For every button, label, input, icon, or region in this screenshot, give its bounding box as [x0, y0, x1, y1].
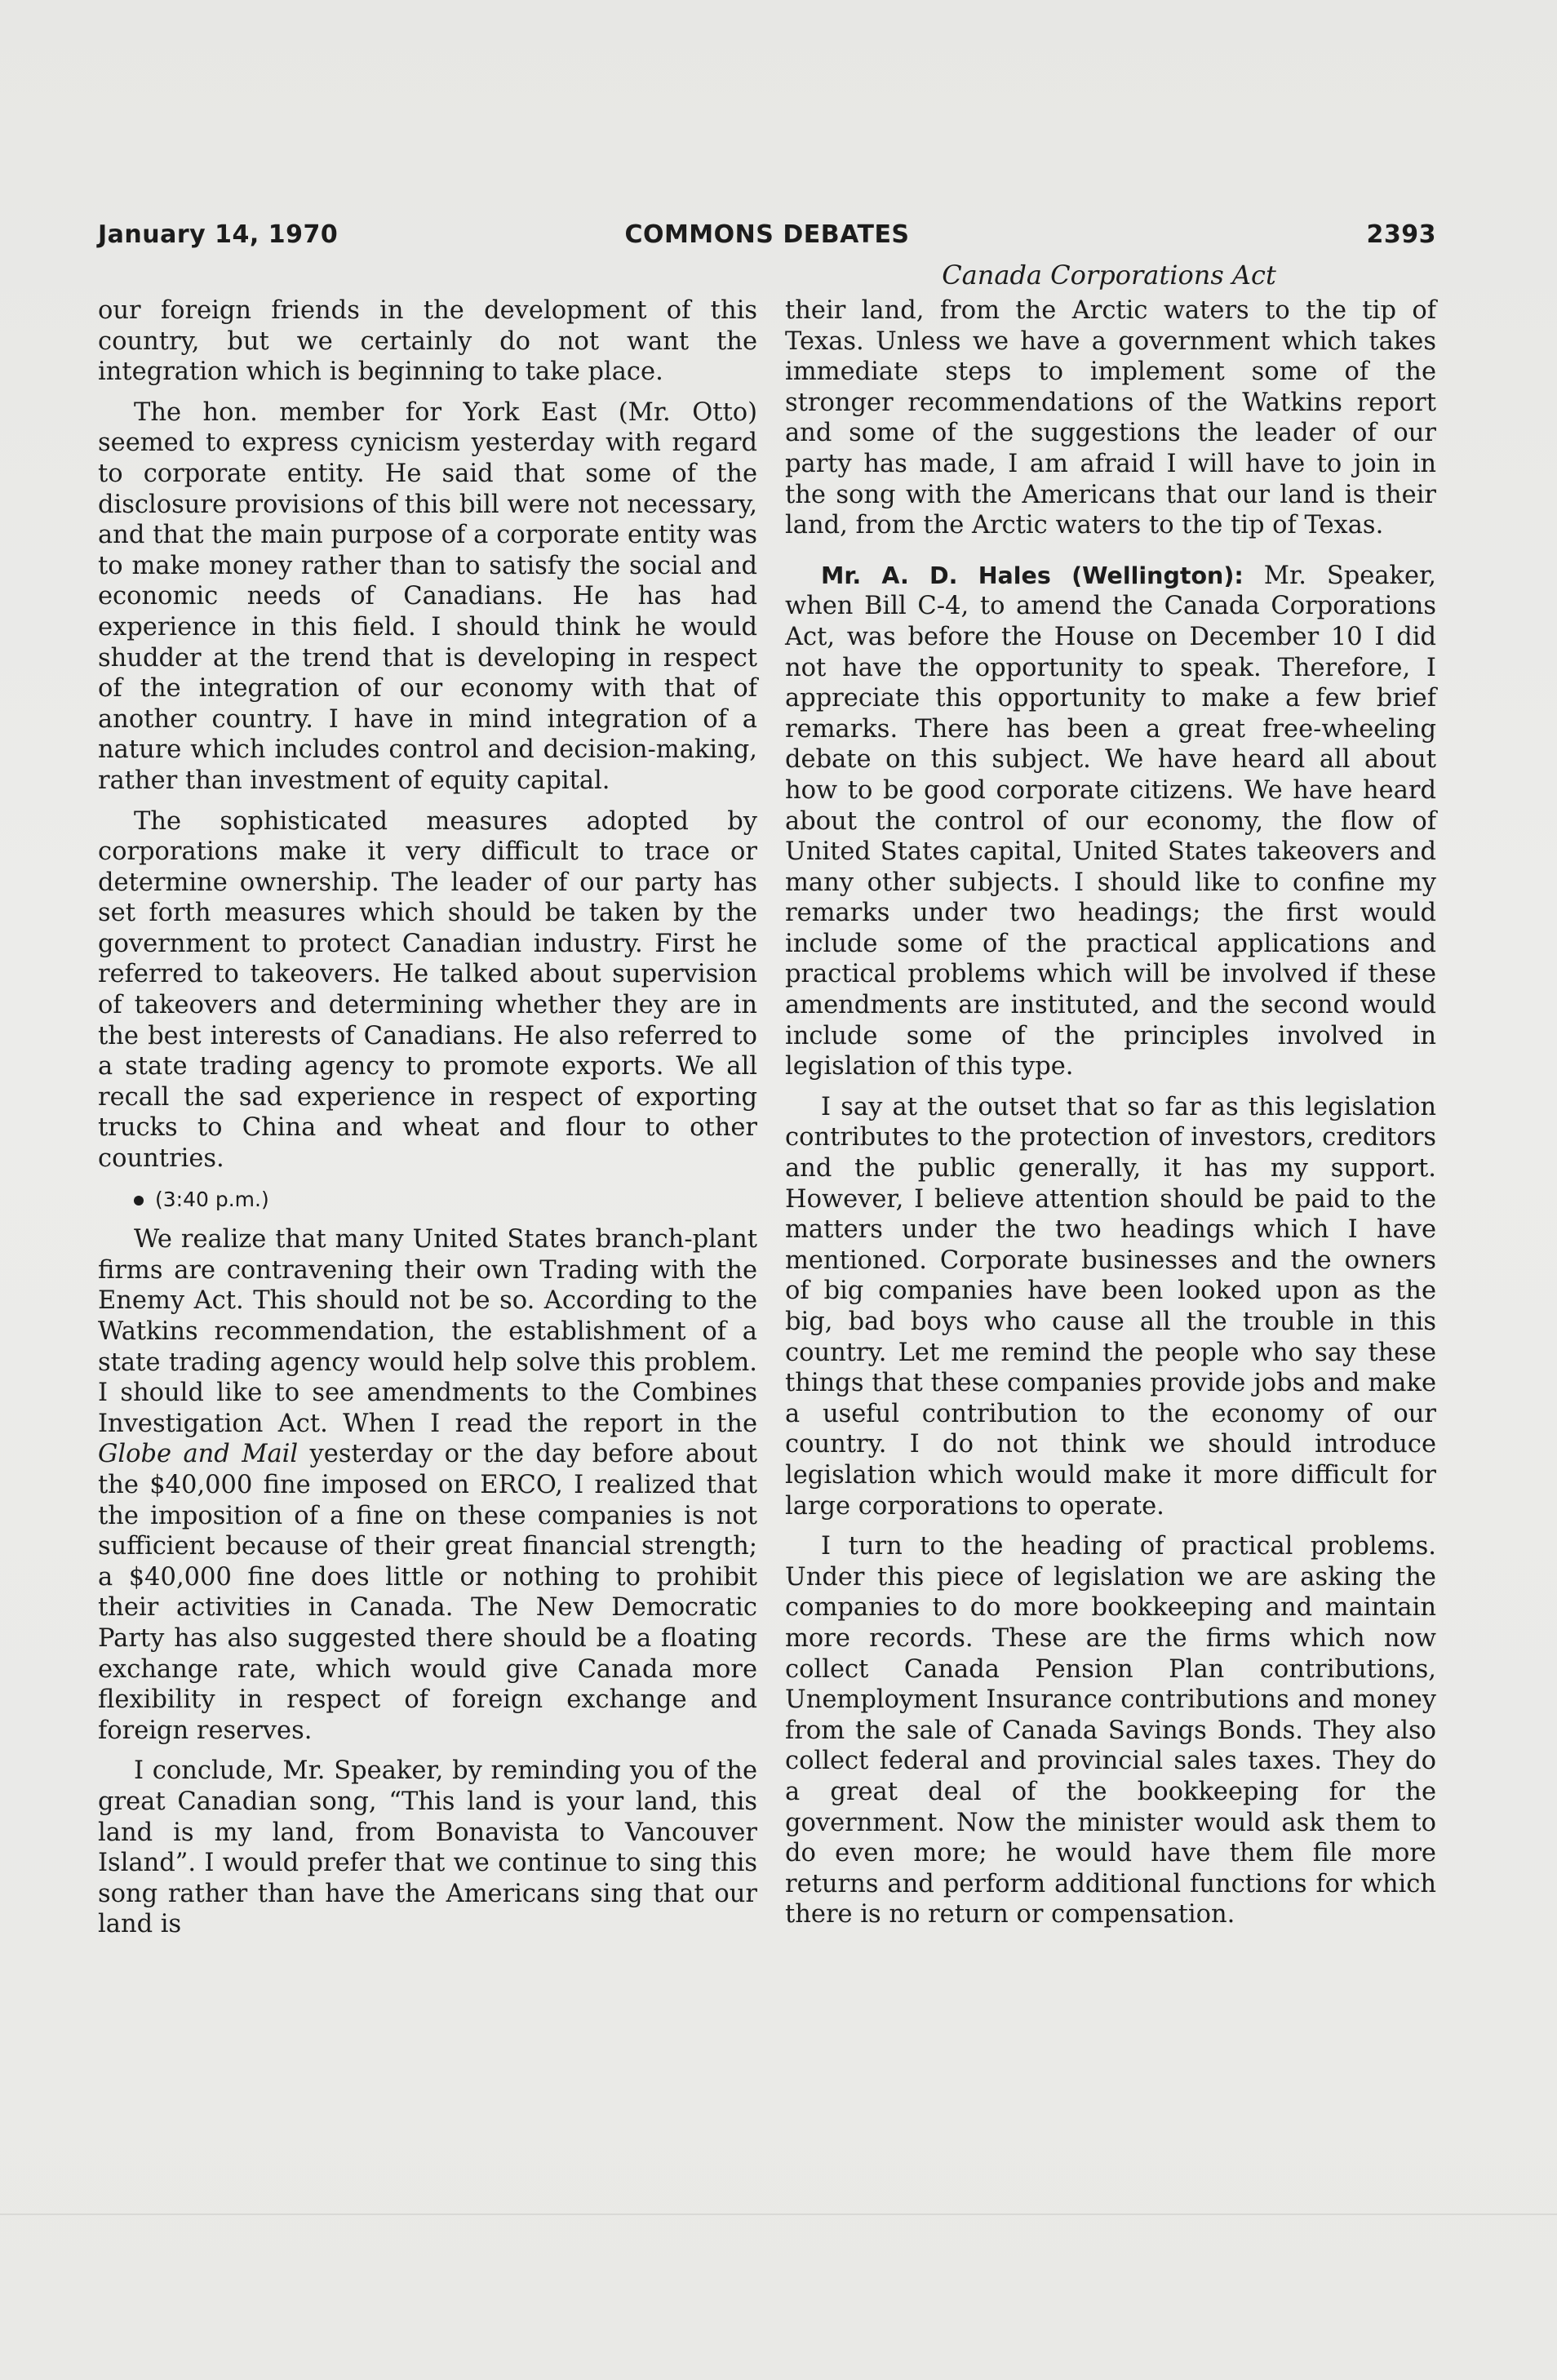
right-column — [785, 295, 1436, 1940]
paragraph-text: Mr. Speaker, when Bill C-4, to amend the Canada Corporations Act, was before the House on December 10 I did not have the opportunity to speak. Therefore, I appreciate this opportunity to make a few brief remarks. There has been a great free-wheeling debate on this subject. We have heard all about how to be good corporate citizens. We have heard about the control of our economy, the flow of United States capital, United States takeovers and many other subjects. I should like to confine my remarks under two headings; the first would include some of the practical applications and practical problems which will be involved if these amendments are instituted, and the second would include some of the principles involved in legislation of this type. — [785, 561, 1436, 1081]
page-header — [98, 220, 1436, 261]
paragraph: The hon. member for York East (Mr. Otto) seemed to express cynicism yesterday with regard to corporate entity. He said that some of the disclosure provisions of this bill were not necessary, and that the main purpose of a corporate entity was to make money rather than to satisfy the social and economic needs of Canadians. He has had experience in this field. I should think he would shudder at the trend that is developing in respect of the integration of our economy with that of another country. I have in mind integration of a nature which includes control and decision-making, rather than investment of equity capital. — [98, 397, 757, 795]
header-title: COMMONS DEBATES — [624, 220, 910, 249]
timestamp — [98, 1184, 757, 1215]
paragraph: their land, from the Arctic waters to the tip of Texas. Unless we have a government which takes immediate steps to implement some of the stronger recommendations of the Watkins report and some of the suggestions the leader of our party has made, I am afraid I will have to join in the song with the Americans that our land is their land, from the Arctic waters to the tip of Texas. — [785, 296, 1436, 540]
paragraph-text: We realize that many United States branch-plant firms are contravening their own Trading with the Enemy Act. This should not be so. According to the Watkins recommendation, the establishment of a state trading agency would help solve this problem. I should like to see amendments to the Combines Investigation Act. When I read the report in the — [98, 1225, 757, 1438]
paragraph: our foreign friends in the development of this country, but we certainly do not want the integration which is beginning to take place. — [98, 296, 757, 387]
paragraph — [98, 1224, 757, 1746]
header-date: January 14, 1970 — [98, 220, 339, 249]
paragraph: I say at the outset that so far as this legislation contributes to the protection of investors, creditors and the public generally, it has my support. However, I believe attention should be paid to the matters under the two headings which I have mentioned. Corporate businesses and the owners of big companies have been looked upon as the big, bad boys who cause all the trouble in this country. Let me remind the people who say these things that these companies provide jobs and make a useful contribution to the economy of our country. I do not think we should introduce legislation which would make it more difficult for large corporations to operate. — [785, 1092, 1436, 1521]
section-subtitle: Canada Corporations Act — [942, 260, 1276, 291]
paragraph: The sophisticated measures adopted by corporations make it very difficult to trace or determine ownership. The leader of our party has set forth measures which should be taken by the government to protect Canadian industry. First he referred to takeovers. He talked about supervision of takeovers and determining whether they are in the best interests of Canadians. He also referred to a state trading agency to promote exports. We all recall the sad experience in respect of exporting trucks to China and wheat and flour to other countries. — [98, 806, 757, 1174]
paragraph-text: yesterday or the day before about the $40,000 fine imposed on ERCO, I realized that the imposition of a fine on these companies is not sufficient because of their great financial strength; a $40,000 fine does little or nothing to prohibit their activities in Canada. The New Democratic Party has also suggested there should be a floating exchange rate, which would give Canada more flexibility in respect of foreign exchange and foreign reserves. — [98, 1440, 757, 1745]
left-column — [98, 295, 757, 1950]
newspaper-title: Globe and Mail — [98, 1440, 299, 1469]
page-fold-line — [0, 2213, 1557, 2215]
bullet-icon — [134, 1196, 144, 1206]
speaker-name: Mr. A. D. Hales (Wellington): — [821, 562, 1244, 589]
paragraph: I turn to the heading of practical problems. Under this piece of legislation we are asking the companies to do more bookkeeping and maintain more records. These are the firms which now collect Canada Pension Plan contributions, Unemployment Insurance contributions and money from the sale of Canada Savings Bonds. They also collect federal and provincial sales taxes. They do a great deal of the bookkeeping for the government. Now the minister would ask them to do even more; he would have them file more returns and perform additional functions for which there is no return or compensation. — [785, 1532, 1436, 1929]
paragraph: I conclude, Mr. Speaker, by reminding you of the great Canadian song, “This land is your land, this land is my land, from Bonavista to Vancouver Island”. I would prefer that we continue to sing this song rather than have the Americans sing that our land is — [98, 1756, 757, 1939]
paragraph — [785, 561, 1436, 1082]
header-page-number: 2393 — [1366, 220, 1436, 249]
timestamp-text: (3:40 p.m.) — [155, 1187, 269, 1211]
